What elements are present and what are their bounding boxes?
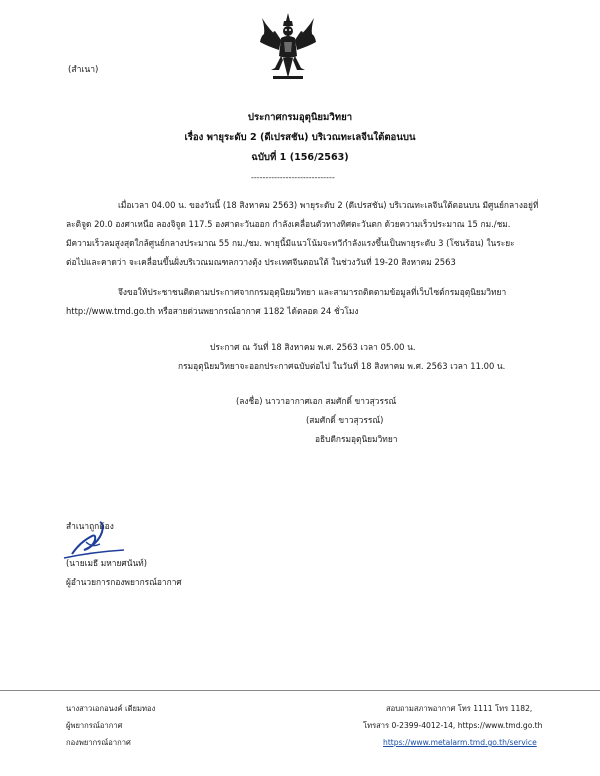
paragraph2-line: http://www.tmd.go.th หรือสายด่วนพยากรณ์อากาศ 1182 ได้ตลอด 24 ชั่วโมง [66, 306, 359, 316]
paragraph2-line: จึงขอให้ประชาชนติดตามประกาศจากกรมอุตุนิยมวิทยา และสามารถติดตามข้อมูลที่เว็บไซต์กรมอุตุนิยมวิทยา [118, 287, 507, 297]
footer-divider [0, 690, 600, 691]
signed-by: (ลงชื่อ) นาวาอากาศเอก สมศักดิ์ ขาวสุวรรณ์ [236, 396, 397, 406]
copy-note: (สำเนา) [68, 65, 99, 75]
document-title: ประกาศกรมอุตุนิยมวิทยา [247, 112, 353, 123]
document-issue-number: ฉบับที่ 1 (156/2563) [251, 152, 349, 163]
signatory-name: (สมศักดิ์ ขาวสุวรรณ์) [306, 415, 384, 425]
certify-label: สำเนาถูกต้อง [66, 521, 114, 531]
signatory-position: อธิบดีกรมอุตุนิยมวิทยา [315, 434, 398, 444]
paragraph1-line: เมื่อเวลา 04.00 น. ของวันนี้ (18 สิงหาคม 2563) พายุระดับ 2 (ดีเปรสชัน) บริเวณทะเลจีนใต้ตอนบน มีศูนย์กลางอยู่ที่ [118, 200, 539, 210]
certifier-position: ผู้อำนวยการกองพยากรณ์อากาศ [66, 577, 182, 587]
announce-date: ประกาศ ณ วันที่ 18 สิงหาคม พ.ศ. 2563 เวลา 05.00 น. [210, 342, 416, 352]
garuda-emblem-icon [259, 12, 317, 82]
footer-service-link[interactable]: https://www.metalarm.tmd.go.th/service [383, 738, 537, 747]
footer-author-role: ผู้พยากรณ์อากาศ [66, 721, 123, 730]
footer-author: นางสาวเอกอนงค์ เดียมทอง [66, 704, 156, 713]
paragraph1-line: ต่อไปและคาดว่า จะเคลื่อนขึ้นฝั่งบริเวณมณฑลกวางตุ้ง ประเทศจีนตอนใต้ ในช่วงวันที่ 19-20 สิงหาคม 2563 [66, 257, 456, 267]
paragraph1-line: มีความเร็วลมสูงสุดใกล้ศูนย์กลางประมาณ 55 กม./ชม. พายุนี้มีแนวโน้มจะทวีกำลังแรงขึ้นเป็นพายุระดับ 3 (โซนร้อน) ในระยะ [66, 238, 515, 248]
title-divider: ----------------------------- [251, 173, 335, 182]
document-subject: เรื่อง พายุระดับ 2 (ดีเปรสชัน) บริเวณทะเลจีนใต้ตอนบน [184, 132, 416, 143]
next-announcement: กรมอุตุนิยมวิทยาจะออกประกาศฉบับต่อไป ในวันที่ 18 สิงหาคม พ.ศ. 2563 เวลา 11.00 น. [178, 361, 506, 371]
certifier-name: (นายเมธี มหายศนันท์) [66, 558, 147, 568]
footer-author-division: กองพยากรณ์อากาศ [66, 738, 131, 747]
paragraph1-line: ละติจูด 20.0 องศาเหนือ ลองจิจูด 117.5 องศาตะวันออก กำลังเคลื่อนตัวทางทิศตะวันตก ด้วยความเร็วประมาณ 15 กม./ชม. [66, 219, 511, 229]
footer-contact-phone: สอบถามสภาพอากาศ โทร 1111 โทร 1182, [386, 704, 533, 713]
footer-contact-fax: โทรสาร 0-2399-4012-14, https://www.tmd.go.th [363, 721, 543, 730]
